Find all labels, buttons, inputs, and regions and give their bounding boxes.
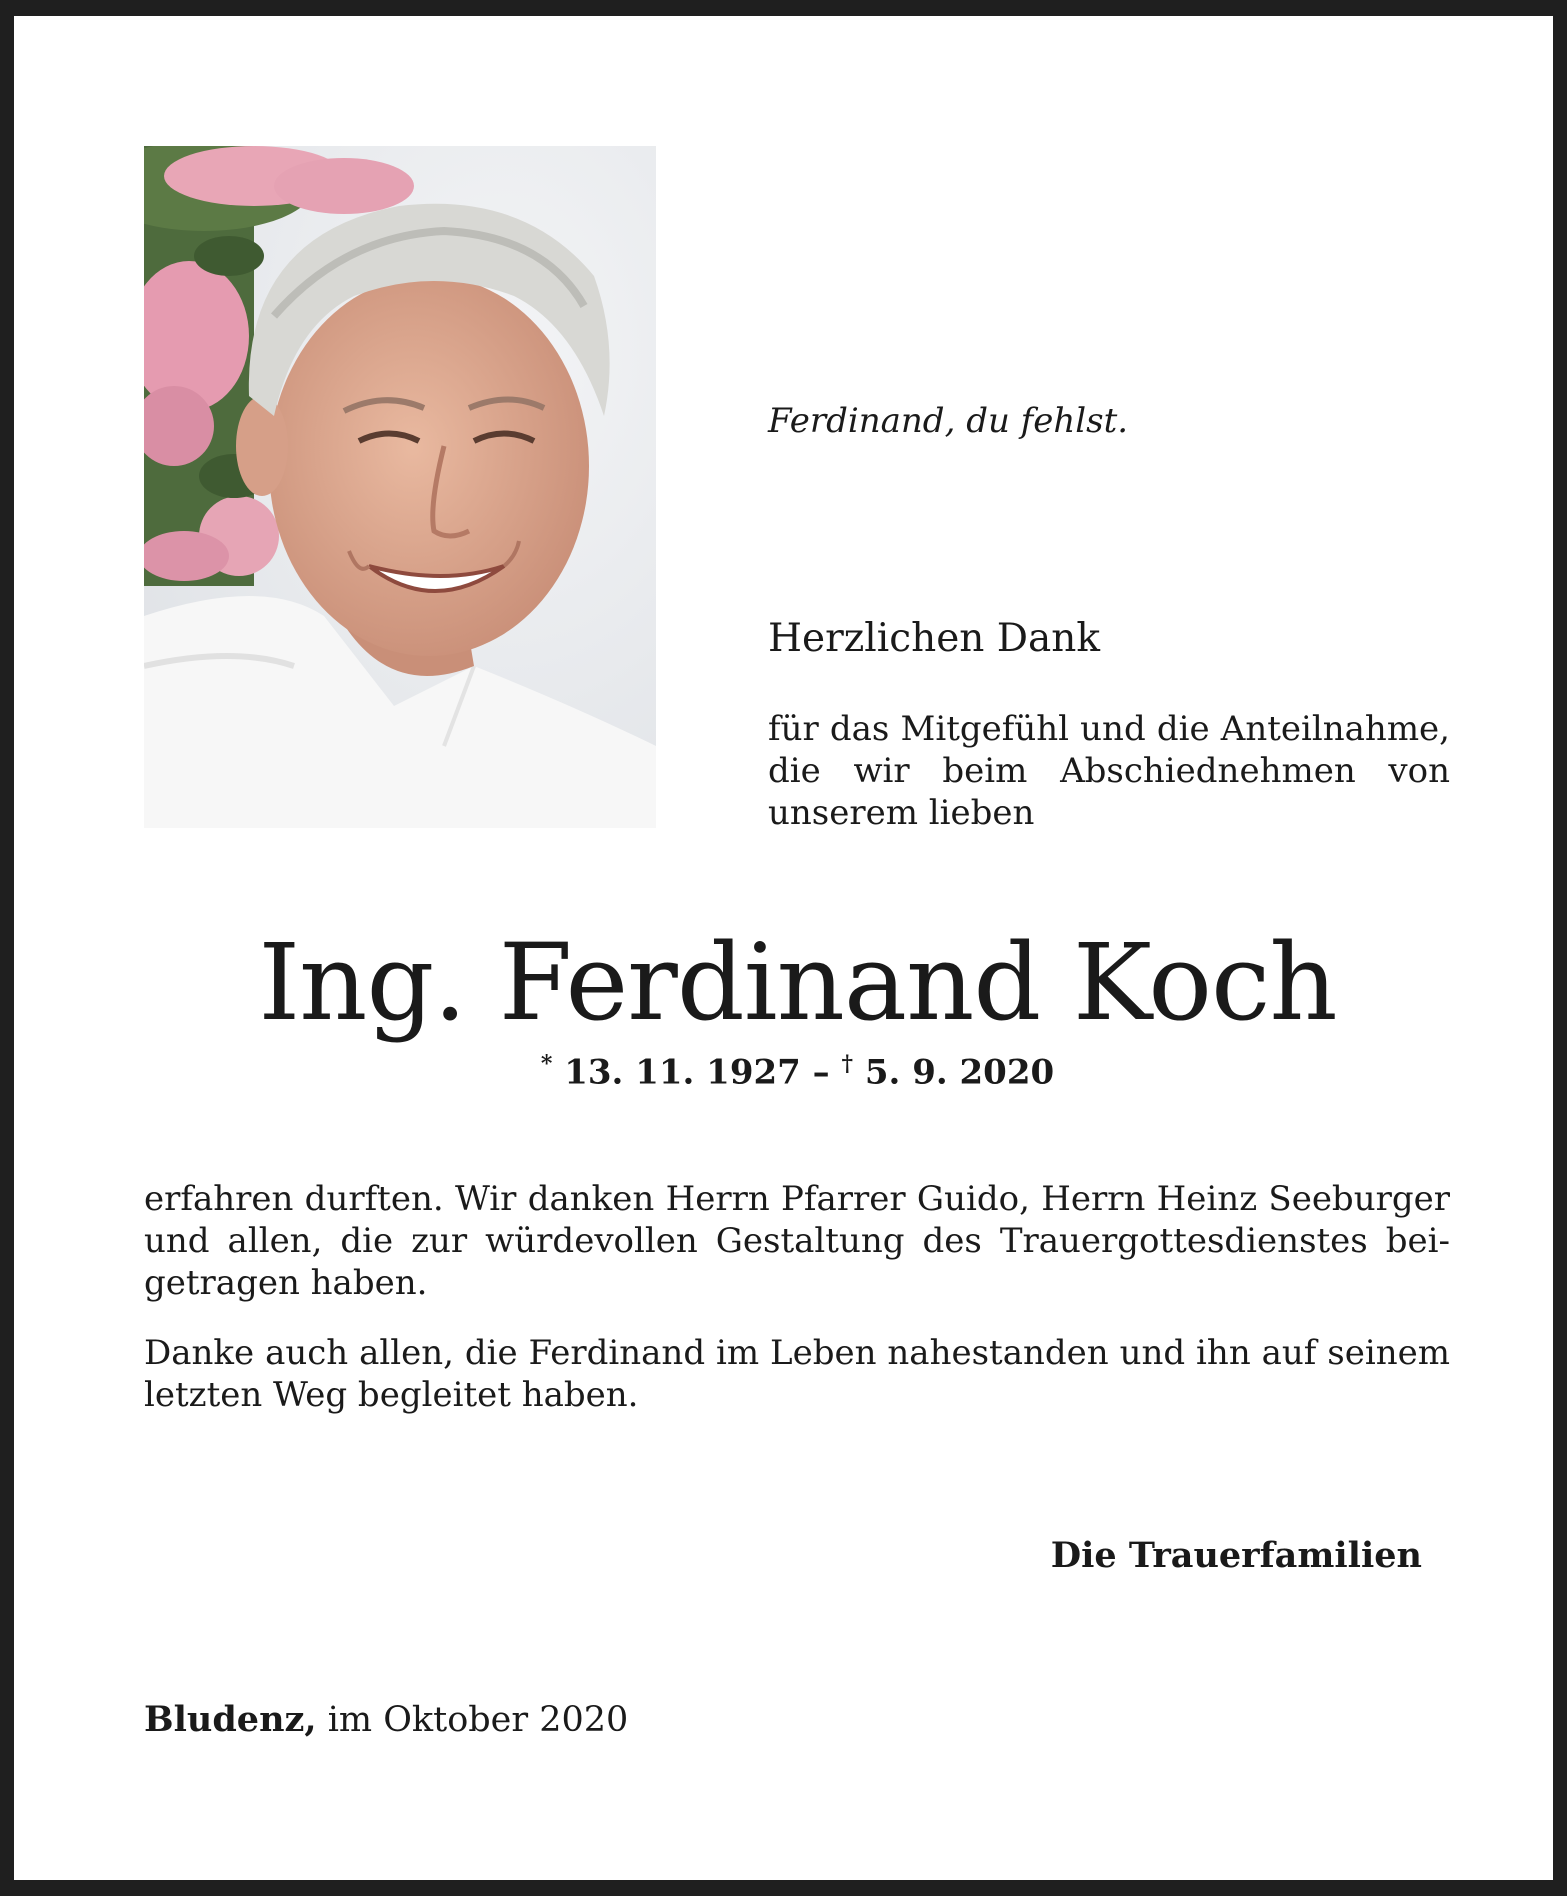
place-date: [144, 1699, 628, 1740]
body-line: letzten Weg begleitet haben.: [144, 1375, 639, 1415]
body-line: Danke auch allen, die Ferdinand im Leben nahestanden und ihn auf seinem: [144, 1333, 1450, 1373]
thanks-heading: Herzlichen Dank: [768, 616, 1101, 661]
body-line: getragen haben.: [144, 1263, 428, 1303]
body-line: erfahren durften. Wir danken Herrn Pfarrer Guido, Herrn Heinz Seeburger: [144, 1179, 1450, 1219]
birth-symbol: *: [540, 1051, 553, 1077]
date-separator: –: [812, 1052, 830, 1093]
place-date-text: im Oktober 2020: [327, 1700, 629, 1740]
portrait-photo-icon: [144, 146, 656, 828]
motto: Ferdinand, du fehlst.: [768, 401, 1129, 441]
death-symbol: †: [841, 1051, 854, 1077]
body-paragraph-2: [144, 1332, 1450, 1416]
life-dates: [14, 1051, 1567, 1092]
death-date: 5. 9. 2020: [864, 1052, 1055, 1093]
body-paragraph-1: [144, 1178, 1450, 1304]
thanks-line: für das Mitgefühl und die Anteilnahme,: [768, 709, 1450, 749]
body-line: und allen, die zur würdevollen Gestaltung des Trauergottesdienstes bei-: [144, 1221, 1450, 1261]
portrait-photo: [144, 146, 656, 828]
birth-date: 13. 11. 1927: [564, 1052, 801, 1093]
thanks-line: die wir beim Abschiednehmen von: [768, 751, 1450, 791]
thanks-line: unserem lieben: [768, 793, 1035, 833]
thanks-text: [768, 708, 1450, 834]
signature: Die Trauerfamilien: [1050, 1535, 1422, 1576]
place-city: Bludenz,: [144, 1699, 317, 1740]
deceased-name: Ing. Ferdinand Koch: [258, 921, 1337, 1044]
